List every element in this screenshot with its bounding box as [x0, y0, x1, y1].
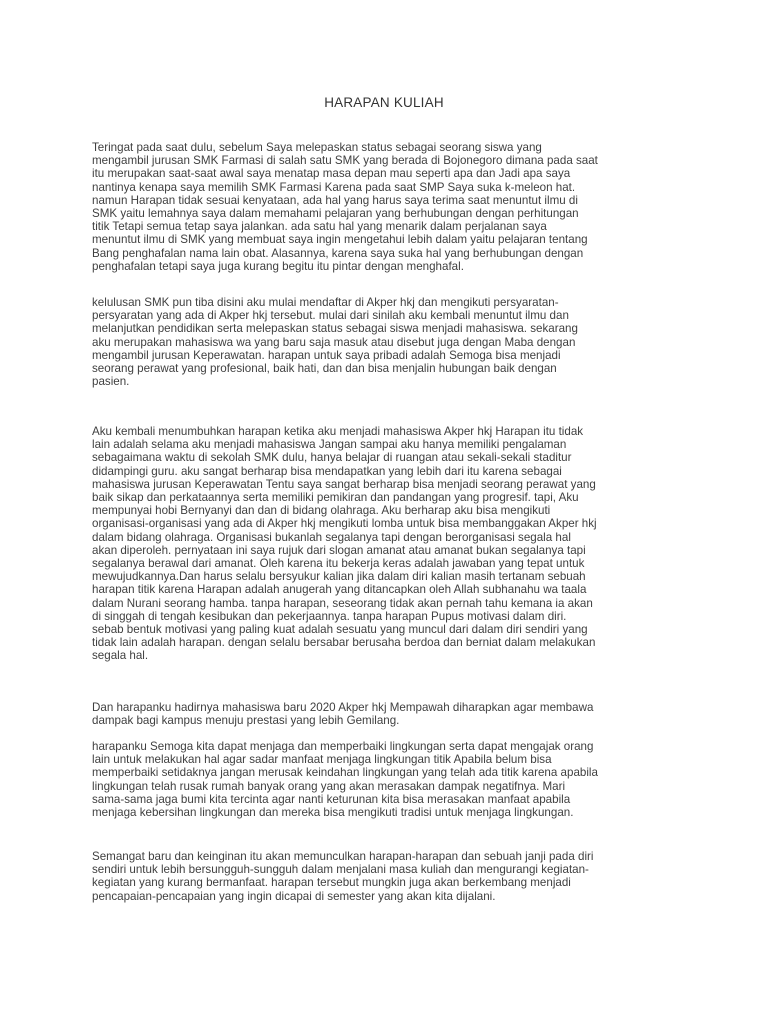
paragraph-6: Semangat baru dan keinginan itu akan memunculkan harapan-harapan dan sebuah janji pada diri sendiri untuk lebih bersungguh-sungguh dalam menjalani masa kuliah dan mengurangi kegiatan- kegiatan yang kurang bermanfaat. harapan tersebut mungkin juga akan berkembang menjadi pencapaian-pencapaian yang ingin dicapai di semester yang akan kita dijalani.	[92, 850, 594, 903]
paragraph-1: Teringat pada saat dulu, sebelum Saya melepaskan status sebagai seorang siswa yang mengambil jurusan SMK Farmasi di salah satu SMK yang berada di Bojonegoro dimana pada saat itu merupakan saat-saat awal saya menatap masa depan mau seperti apa dan Jadi apa saya nantinya kenapa saya memilih SMK Farmasi Karena pada saat SMP Saya suka k-meleon hat. namun Harapan tidak sesuai kenyataan, ada hal yang harus saya terima saat menuntut ilmu di SMK yaitu lemahnya saya dalam memahami pelajaran yang berhubungan dengan perhitungan titik Tetapi semua tetap saya jalankan. ada satu hal yang menarik dalam perjalanan saya menuntut ilmu di SMK yang membuat saya ingin mengetahui lebih dalam yaitu pelajaran tentang Bang penghafalan nama lain obat. Alasannya, karena saya suka hal yang berhubungan dengan penghafalan tetapi saya juga kurang begitu itu pintar dengan menghafal.	[92, 141, 598, 273]
paragraph-5: harapanku Semoga kita dapat menjaga dan memperbaiki lingkungan serta dapat mengajak orang lain untuk melakukan hal agar sadar manfaat menjaga lingkungan titik Apabila belum bisa memperbaiki setidaknya jangan merusak keindahan lingkungan yang telah ada titik karena apabila lingkungan telah rusak rumah banyak orang yang akan merasakan dampak negatifnya. Mari sama-sama jaga bumi kita tercinta agar nanti keturunan kita bisa merasakan manfaat apabila menjaga kebersihan lingkungan dan mereka bisa mengikuti tradisi untuk menjaga lingkungan.	[92, 740, 598, 820]
paragraph-3: Aku kembali menumbuhkan harapan ketika aku menjadi mahasiswa Akper hkj Harapan itu tidak lain adalah selama aku menjadi mahasiswa Jangan sampai aku hanya memiliki pengalaman sebagaimana waktu di sekolah SMK dulu, hanya belajar di ruangan atau sekali-sekali staditur didampingi guru. aku sangat berharap bisa mendapatkan yang lebih dari itu karena sebagai mahasiswa jurusan Keperawatan Tentu saya sangat berharap bisa menjadi seorang perawat yang baik sikap dan perkataannya serta memiliki pemikiran dan pandangan yang progresif. tapi, Aku mempunyai hobi Bernyanyi dan dan di bidang olahraga. Aku berharap aku bisa mengikuti organisasi-organisasi yang ada di Akper hkj mengikuti lomba untuk bisa membanggakan Akper hkj dalam bidang olahraga. Organisasi bukanlah segalanya tapi dengan berorganisasi segala hal akan diperoleh. pernyataan ini saya rujuk dari slogan amanat atau amanat bukan segalanya tapi segalanya berawal dari amanat. Oleh karena itu bekerja keras adalah jawaban yang tepat untuk mewujudkannya.Dan harus selalu bersyukur kalian jika dalam diri kalian masih tertanam sebuah harapan titik karena Harapan adalah anugerah yang ditancapkan oleh Allah subhanahu wa taala dalam Nurani seorang hamba. tanpa harapan, seseorang tidak akan pernah tahu kemana ia akan di singgah di tengah kesibukan dan pekerjaannya. tanpa harapan Pupus motivasi dalam diri. sebab bentuk motivasi yang paling kuat adalah sesuatu yang muncul dari dalam diri sendiri yang tidak lain adalah harapan. dengan selalu bersabar berusaha berdoa dan berniat dalam melakukan segala hal.	[92, 425, 597, 663]
paragraph-2: kelulusan SMK pun tiba disini aku mulai mendaftar di Akper hkj dan mengikuti persyaratan- persyaratan yang ada di Akper hkj tersebut. mulai dari sinilah aku kembali menuntut ilmu dan melanjutkan pendidikan serta melepaskan status sebagai siswa menjadi mahasiswa. sekarang aku merupakan mahasiswa wa yang baru saja masuk atau disebut juga dengan Maba dengan mengambil jurusan Keperawatan. harapan untuk saya pribadi adalah Semoga bisa menjadi seorang perawat yang profesional, baik hati, dan dan bisa menjalin hubungan baik dengan pasien.	[92, 296, 578, 389]
paragraph-4: Dan harapanku hadirnya mahasiswa baru 2020 Akper hkj Mempawah diharapkan agar membawa dampak bagi kampus menuju prestasi yang lebih Gemilang.	[92, 701, 594, 728]
document-title: HARAPAN KULIAH	[324, 95, 444, 110]
